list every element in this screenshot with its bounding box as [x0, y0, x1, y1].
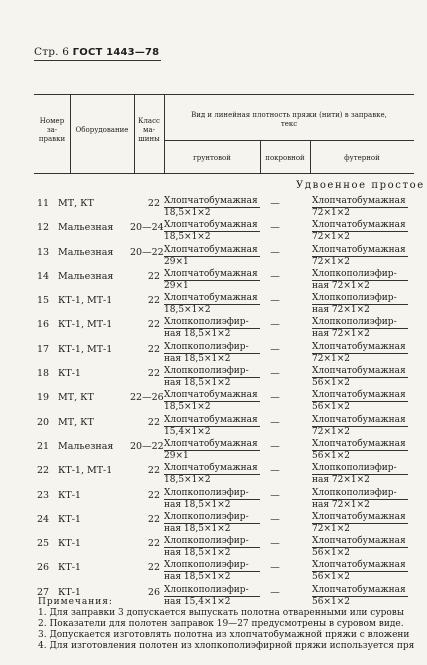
- standard-number: ГОСТ 1443—78: [72, 47, 160, 58]
- row-number: 24: [36, 513, 50, 525]
- table-row: [34, 463, 414, 487]
- row-class: 22: [147, 489, 160, 501]
- row-ground-yarn: Хлопчатобумажная 15,4×1×2: [164, 415, 260, 438]
- row-ground-yarn: Хлопчатобумажная 29×1: [164, 245, 260, 268]
- row-weft-yarn: Хлопчатобумажная 72×1×2: [312, 220, 408, 243]
- row-equipment: Мальезная: [58, 270, 114, 282]
- row-ground-yarn: Хлопкополиэфир- ная 18,5×1×2: [164, 317, 260, 340]
- notes: [38, 597, 418, 652]
- row-weft-yarn: Хлопчатобумажная 72×1×2: [312, 415, 408, 438]
- row-ground-yarn: Хлопкополиэфир- ная 18,5×1×2: [164, 342, 260, 365]
- row-class: 20—24: [130, 222, 164, 234]
- row-pile-yarn: —: [270, 538, 280, 550]
- row-class: 22: [147, 465, 160, 477]
- row-number: 23: [36, 489, 50, 501]
- row-weft-yarn: Хлопкополиэфир- ная 72×1×2: [312, 269, 408, 292]
- row-pile-yarn: —: [270, 198, 280, 209]
- row-number: 18: [36, 368, 50, 380]
- row-weft-yarn: Хлопчатобумажная 56×1×2: [312, 390, 408, 413]
- row-equipment: КТ-1: [58, 489, 81, 501]
- row-pile-yarn: —: [270, 562, 280, 574]
- table-header: [34, 94, 414, 174]
- row-ground-yarn: Хлопчатобумажная 29×1: [164, 269, 260, 292]
- table-row: [34, 536, 414, 560]
- page-header: [34, 46, 159, 58]
- row-pile-yarn: —: [270, 295, 280, 307]
- row-equipment: КТ-1, МТ-1: [58, 295, 113, 307]
- row-number: 12: [36, 222, 50, 234]
- row-equipment: Мальезная: [58, 440, 114, 452]
- table-row: [34, 293, 414, 317]
- note-item: 2. Показатели для полотен заправок 19—27 предусмотрены в суровом виде.: [38, 619, 404, 629]
- row-equipment: Мальезная: [58, 246, 114, 258]
- header-underline: [34, 60, 161, 61]
- row-class: 22: [147, 270, 160, 282]
- row-class: 26: [147, 586, 160, 598]
- row-number: 14: [36, 270, 50, 282]
- table-row: [34, 269, 414, 293]
- row-ground-yarn: Хлопчатобумажная 18,5×1×2: [164, 220, 260, 243]
- row-class: 22: [147, 343, 160, 355]
- header-equipment: Оборудование: [75, 126, 129, 134]
- row-class: 22: [147, 319, 160, 331]
- notes-title: Примечания:: [38, 597, 113, 607]
- header-num: Номер за- правки: [38, 117, 66, 143]
- row-number: 17: [36, 343, 50, 355]
- row-pile-yarn: —: [270, 440, 280, 452]
- row-number: 19: [36, 392, 50, 404]
- row-pile-yarn: —: [270, 246, 280, 258]
- row-weft-yarn: Хлопчатобумажная 72×1×2: [312, 245, 408, 268]
- row-equipment: МТ, КТ: [58, 392, 94, 404]
- row-class: 20—22: [130, 440, 164, 452]
- row-equipment: Мальезная: [58, 222, 114, 234]
- row-ground-yarn: Хлопчатобумажная 18,5×1×2: [164, 390, 260, 413]
- row-equipment: КТ-1, МТ-1: [58, 343, 113, 355]
- table-row: [34, 560, 414, 584]
- row-ground-yarn: Хлопчатобумажная 18,5×1×2: [164, 196, 260, 219]
- row-class: 22: [147, 295, 160, 307]
- row-ground-yarn: Хлопкополиэфир- ная 18,5×1×2: [164, 366, 260, 389]
- row-weft-yarn: Хлопкополиэфир- ная 72×1×2: [312, 463, 408, 486]
- row-number: 22: [36, 465, 50, 477]
- row-weft-yarn: Хлопчатобумажная 72×1×2: [312, 512, 408, 535]
- row-number: 16: [36, 319, 50, 331]
- row-pile-yarn: —: [270, 586, 280, 598]
- row-pile-yarn: —: [270, 343, 280, 355]
- row-ground-yarn: Хлопкополиэфир- ная 18,5×1×2: [164, 536, 260, 559]
- row-class: 20—22: [130, 246, 164, 258]
- row-weft-yarn: Хлопчатобумажная 56×1×2: [312, 585, 408, 608]
- row-weft-yarn: Хлопчатобумажная 56×1×2: [312, 439, 408, 462]
- row-ground-yarn: Хлопчатобумажная 18,5×1×2: [164, 293, 260, 316]
- row-number: 15: [36, 295, 50, 307]
- row-equipment: КТ-1: [58, 562, 81, 574]
- row-pile-yarn: —: [270, 416, 280, 428]
- row-number: 20: [36, 416, 50, 428]
- header-pile: покровной: [265, 154, 305, 162]
- section-title: Удвоенное простое: [296, 180, 425, 191]
- row-weft-yarn: Хлопкополиэфир- ная 72×1×2: [312, 293, 408, 316]
- header-subdivider: [164, 140, 414, 141]
- row-class: 22: [147, 562, 160, 574]
- row-pile-yarn: —: [270, 319, 280, 331]
- table-row: [34, 317, 414, 341]
- row-number: 21: [36, 440, 50, 452]
- row-equipment: КТ-1, МТ-1: [58, 319, 113, 331]
- row-equipment: МТ, КТ: [58, 416, 94, 428]
- row-number: 25: [36, 538, 50, 550]
- row-pile-yarn: —: [270, 489, 280, 501]
- row-number: 11: [36, 198, 50, 209]
- header-weft: футерной: [344, 154, 380, 162]
- table-row: [34, 390, 414, 414]
- row-number: 13: [36, 246, 50, 258]
- table-row: [34, 415, 414, 439]
- row-weft-yarn: Хлопкополиэфир- ная 72×1×2: [312, 317, 408, 340]
- row-weft-yarn: Хлопчатобумажная 72×1×2: [312, 196, 408, 219]
- table-row: [34, 245, 414, 269]
- row-equipment: МТ, КТ: [58, 198, 94, 209]
- row-class: 22: [147, 513, 160, 525]
- table-row: [34, 366, 414, 390]
- row-class: 22: [147, 538, 160, 550]
- page-number: Стр. 6: [34, 46, 70, 58]
- row-class: 22: [147, 368, 160, 380]
- table-row: [34, 220, 414, 244]
- row-class: 22: [147, 198, 160, 209]
- row-class: 22—26: [130, 392, 164, 404]
- note-item: 3. Допускается изготовлять полотна из хлопчатобумажной пряжи с вложени: [38, 630, 410, 640]
- row-ground-yarn: Хлопчатобумажная 18,5×1×2: [164, 463, 260, 486]
- row-class: 22: [147, 416, 160, 428]
- row-weft-yarn: Хлопчатобумажная 56×1×2: [312, 536, 408, 559]
- row-equipment: КТ-1: [58, 538, 81, 550]
- row-weft-yarn: Хлопчатобумажная 56×1×2: [312, 560, 408, 583]
- header-ground: грунтовой: [193, 154, 231, 162]
- row-equipment: КТ-1: [58, 368, 81, 380]
- table-row: [34, 512, 414, 536]
- row-pile-yarn: —: [270, 222, 280, 234]
- row-equipment: КТ-1, МТ-1: [58, 465, 113, 477]
- table-body: [34, 196, 414, 609]
- row-pile-yarn: —: [270, 392, 280, 404]
- row-weft-yarn: Хлопчатобумажная 56×1×2: [312, 366, 408, 389]
- row-ground-yarn: Хлопкополиэфир- ная 18,5×1×2: [164, 560, 260, 583]
- row-ground-yarn: Хлопчатобумажная 29×1: [164, 439, 260, 462]
- row-number: 27: [36, 586, 50, 598]
- header-class: Класс ма- шины: [138, 117, 160, 143]
- header-group-title: Вид и линейная плотность пряжи (нити) в заправке, текс: [191, 111, 387, 128]
- table-row: [34, 196, 414, 220]
- row-pile-yarn: —: [270, 368, 280, 380]
- row-number: 26: [36, 562, 50, 574]
- row-pile-yarn: —: [270, 270, 280, 282]
- row-pile-yarn: —: [270, 465, 280, 477]
- row-equipment: КТ-1: [58, 586, 81, 598]
- table-row: [34, 342, 414, 366]
- row-weft-yarn: Хлопкополиэфир- ная 72×1×2: [312, 488, 408, 511]
- note-item: 4. Для изготовления полотен из хлопкополиэфирной пряжи используется пря: [38, 641, 415, 651]
- row-equipment: КТ-1: [58, 513, 81, 525]
- row-weft-yarn: Хлопчатобумажная 72×1×2: [312, 342, 408, 365]
- row-ground-yarn: Хлопкополиэфир- ная 18,5×1×2: [164, 488, 260, 511]
- table-row: [34, 439, 414, 463]
- table-row: [34, 488, 414, 512]
- note-item: 1. Для заправки 3 допускается выпускать полотна отваренными или суровы: [38, 608, 405, 618]
- row-ground-yarn: Хлопкополиэфир- ная 18,5×1×2: [164, 512, 260, 535]
- row-pile-yarn: —: [270, 513, 280, 525]
- row-ground-yarn: Хлопкополиэфир- ная 15,4×1×2: [164, 585, 260, 608]
